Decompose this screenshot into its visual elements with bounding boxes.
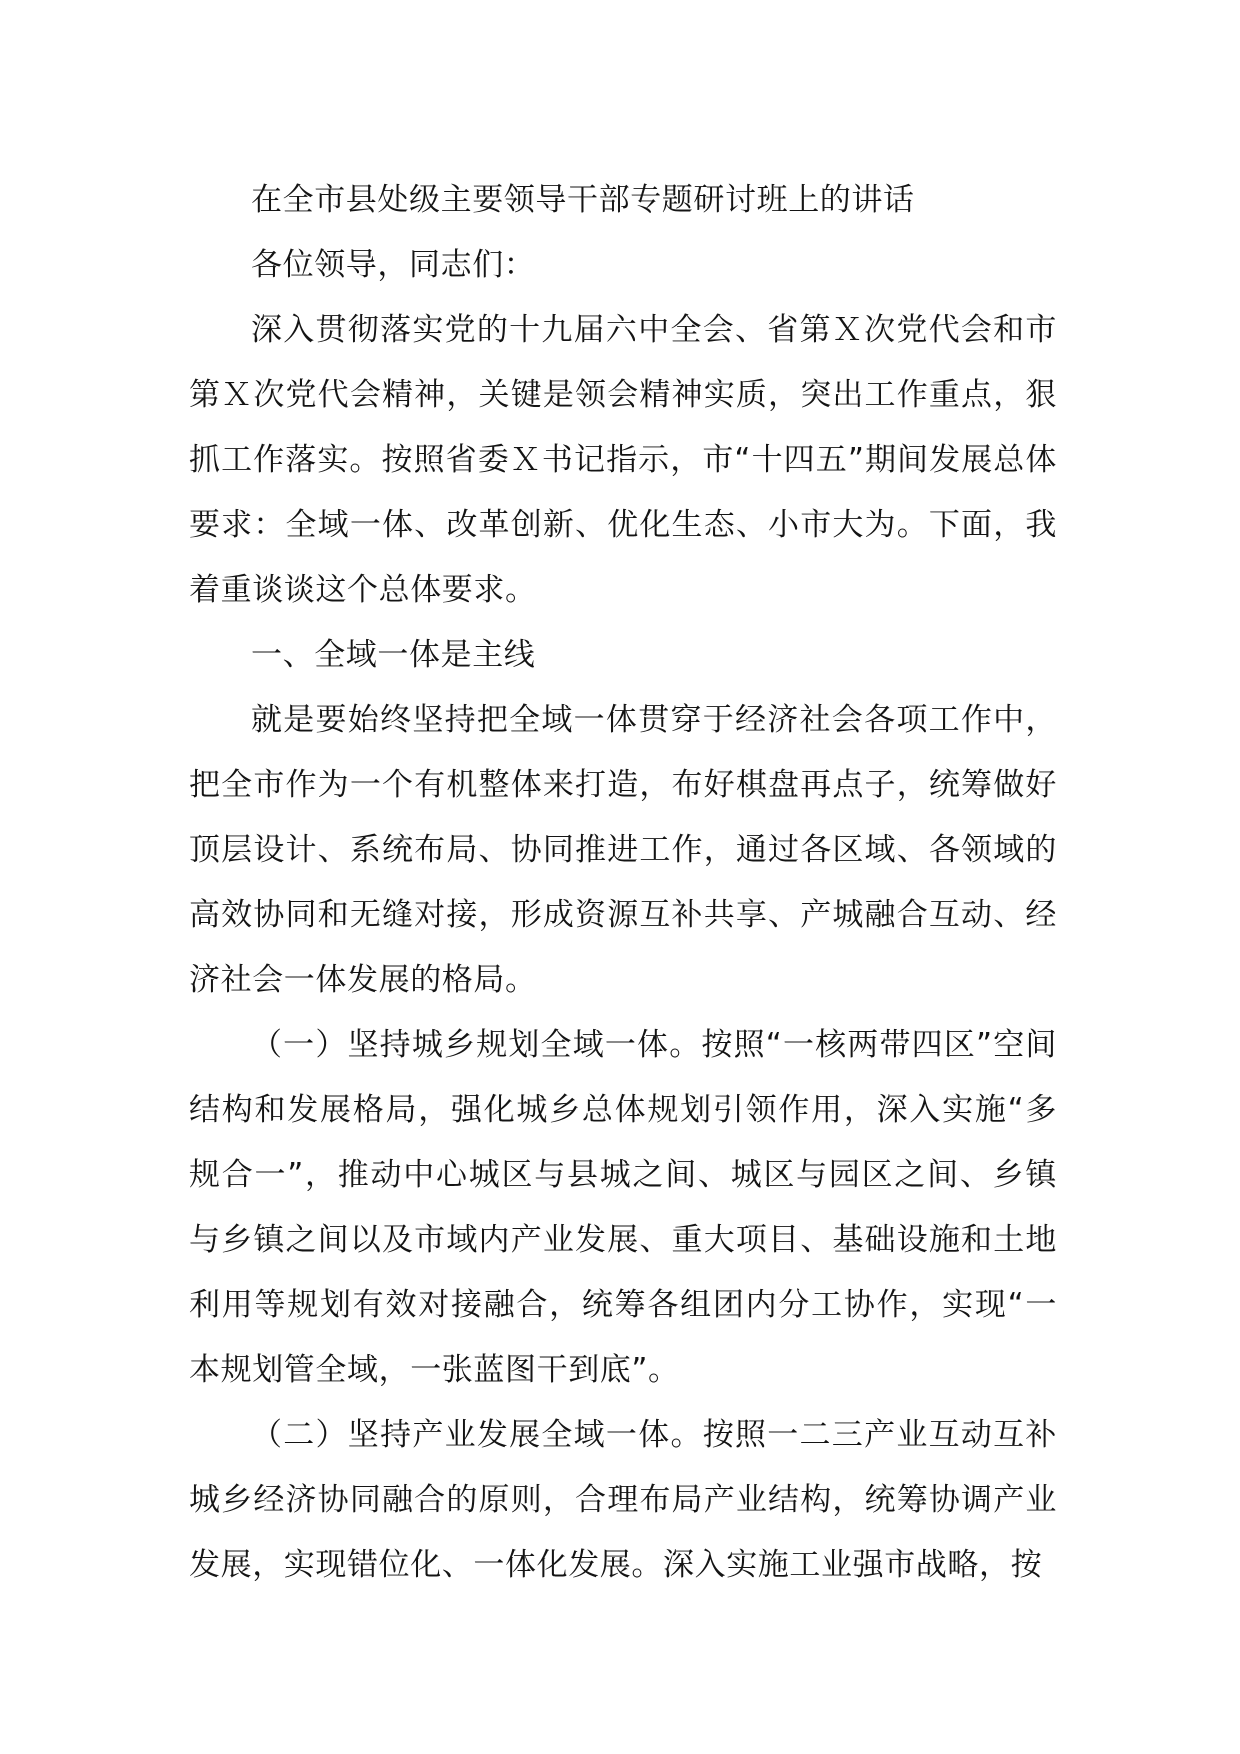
paragraph-section-1: 就是要始终坚持把全域一体贯穿于经济社会各项工作中，把全市作为一个有机整体来打造，布好棋盘再点子，统筹做好顶层设计、系统布局、协同推进工作，通过各区域、各领域的高效协同和无缝对接，形成资源互补共享、产城融合互动、经济社会一体发展的格局。	[189, 702, 1057, 998]
subsection-1: （一）坚持城乡规划全域一体。按照“一核两带四区”空间结构和发展格局，强化城乡总体规划引领作用，深入实施“多规合一”，推动中心城区与县城之间、城区与园区之间、乡镇与乡镇之间以及市域内产业发展、重大项目、基础设施和土地利用等规划有效对接融合，统筹各组团内分工协作，实现“一本规划管全域，一张蓝图干到底”。	[189, 1027, 1057, 1388]
paragraph-intro: 深入贯彻落实党的十九届六中全会、省第Ｘ次党代会和市第Ｘ次党代会精神，关键是领会精神实质，突出工作重点，狠抓工作落实。按照省委Ｘ书记指示，市“十四五”期间发展总体要求：全域一体、改革创新、优化生态、小市大为。下面，我着重谈谈这个总体要求。	[189, 312, 1057, 608]
document-body	[189, 168, 1057, 1598]
document-title: 在全市县处级主要领导干部专题研讨班上的讲话	[251, 182, 915, 218]
subsection-2: （二）坚持产业发展全域一体。按照一二三产业互动互补城乡经济协同融合的原则，合理布局产业结构，统筹协调产业发展，实现错位化、一体化发展。深入实施工业强市战略，按	[189, 1417, 1057, 1583]
section-heading-1: 一、全域一体是主线	[251, 637, 536, 673]
salutation: 各位领导，同志们：	[251, 247, 536, 283]
